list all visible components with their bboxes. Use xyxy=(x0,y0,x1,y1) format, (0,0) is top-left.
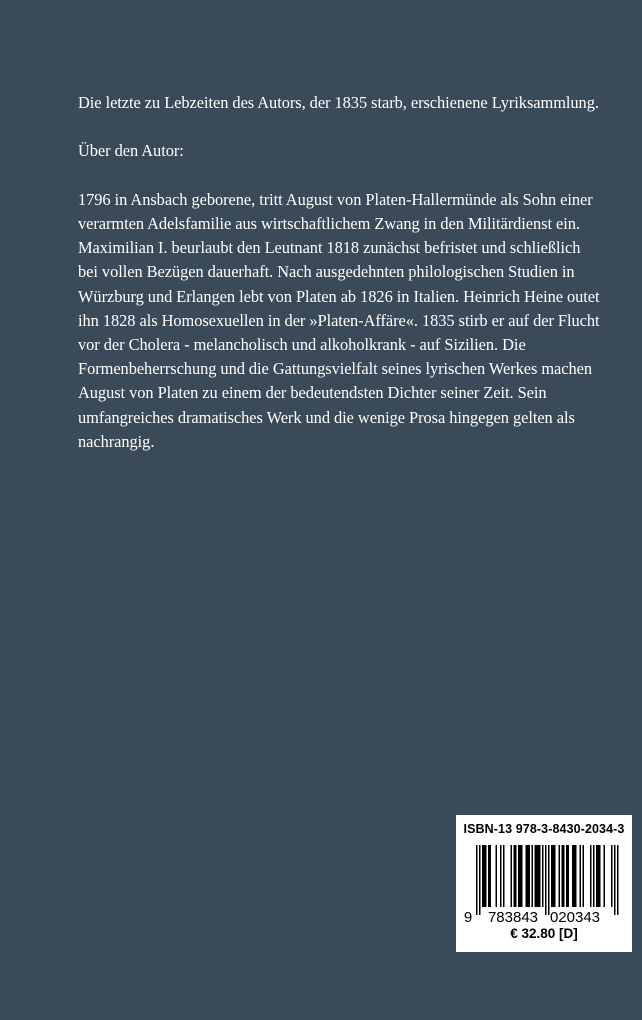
barcode-bar xyxy=(532,845,534,907)
intro-paragraph: Die letzte zu Lebzeiten des Autors, der 1835 starb, erschienene Lyriksammlung. xyxy=(78,93,599,112)
barcode-bar xyxy=(514,845,516,907)
barcode-bar xyxy=(593,845,595,907)
barcode-bar xyxy=(599,845,601,907)
barcode-digit-first: 9 xyxy=(463,909,473,925)
barcode-bar xyxy=(485,845,487,907)
isbn-barcode-label xyxy=(456,815,632,952)
barcode-bar xyxy=(611,845,613,907)
bio-line: 1796 in Ansbach geborene, tritt August von Platen-Hallermünde als Sohn einer xyxy=(78,189,593,209)
bio-line: ihn 1828 als Homosexuellen in der »Platen-Affäre«. 1835 stirb er auf der Flucht xyxy=(78,310,600,330)
barcode-bar xyxy=(596,845,598,907)
barcode-bar xyxy=(536,845,538,907)
barcode-bar xyxy=(496,845,498,907)
barcode-bar xyxy=(515,845,517,907)
bio-line: Würzburg und Erlangen lebt von Platen ab 1826 in Italien. Heinrich Heine outet xyxy=(78,286,600,306)
barcode-bar xyxy=(539,845,541,907)
barcode-bar xyxy=(482,845,484,907)
barcode-bar xyxy=(568,845,570,907)
barcode-bar xyxy=(520,845,522,907)
barcode-digits-left: 783843 xyxy=(487,909,539,925)
barcode-image xyxy=(462,843,626,925)
price-label: € 32.80 [D] xyxy=(510,926,578,941)
back-cover-text xyxy=(78,91,618,478)
barcode-bar xyxy=(484,845,486,907)
barcode-bar xyxy=(575,845,577,907)
barcode-bar xyxy=(583,845,585,907)
barcode-bar xyxy=(521,845,523,907)
isbn-label: ISBN-13 978-3-8430-2034-3 xyxy=(463,822,625,836)
bio-line: vor der Cholera - melancholisch und alkoholkrank - auf Sizilien. Die xyxy=(78,335,526,354)
barcode-bar xyxy=(604,845,606,907)
barcode-guard-bar xyxy=(545,845,547,915)
barcode-bars xyxy=(476,845,619,915)
about-heading: Über den Autor: xyxy=(78,141,184,161)
barcode-guard-bar xyxy=(479,845,481,915)
bio-line: August von Platen zu einem der bedeutendsten Dichter seiner Zeit. Sein xyxy=(78,383,547,403)
bio-line: verarmten Adelsfamilie aus wirtschaftlichem Zwang in den Militärdienst ein. xyxy=(78,213,580,233)
bio-line: Formenbeherrschung und die Gattungsvielfalt seines lyrischen Werkes machen xyxy=(78,359,593,379)
bio-line: bei vollen Bezügen dauerhaft. Nach ausgedehnten philologischen Studien in xyxy=(78,262,575,282)
barcode-bar xyxy=(559,845,561,907)
barcode-bar xyxy=(500,845,502,907)
barcode-bar xyxy=(551,845,553,907)
barcode-bar xyxy=(590,845,592,907)
bio-line: nachrangig. xyxy=(78,431,155,451)
barcode-bar xyxy=(538,845,540,907)
barcode-bar xyxy=(574,845,576,907)
barcode-bar xyxy=(563,845,565,907)
barcode-bar xyxy=(526,845,528,907)
barcode-digits-right: 020343 xyxy=(549,909,601,925)
barcode-bar xyxy=(503,845,505,907)
bio-paragraph xyxy=(78,188,618,454)
barcode-bar xyxy=(554,845,556,907)
barcode-bar xyxy=(598,845,600,907)
barcode-bar xyxy=(527,845,529,907)
barcode-bar xyxy=(529,845,531,907)
barcode-guard-bar xyxy=(476,845,478,915)
barcode-guard-bar xyxy=(614,845,616,915)
barcode-bar xyxy=(535,845,537,907)
barcode-bar xyxy=(566,845,568,907)
bio-line: umfangreiches dramatisches Werk und die wenige Prosa hingegen gelten als xyxy=(78,407,575,427)
barcode-guard-bar xyxy=(548,845,550,915)
barcode-bar xyxy=(542,845,544,907)
barcode-bar xyxy=(518,845,520,907)
bio-line: Maximilian I. beurlaubt den Leutnant 1818 zunächst befristet und schließlich xyxy=(78,238,581,258)
barcode-bar xyxy=(511,845,513,907)
barcode-bar xyxy=(490,845,492,907)
barcode-bar xyxy=(572,845,574,907)
barcode-bar xyxy=(580,845,582,907)
barcode-bar xyxy=(488,845,490,907)
barcode-guard-bar xyxy=(617,845,619,915)
barcode-bar xyxy=(553,845,555,907)
barcode-bar xyxy=(562,845,564,907)
